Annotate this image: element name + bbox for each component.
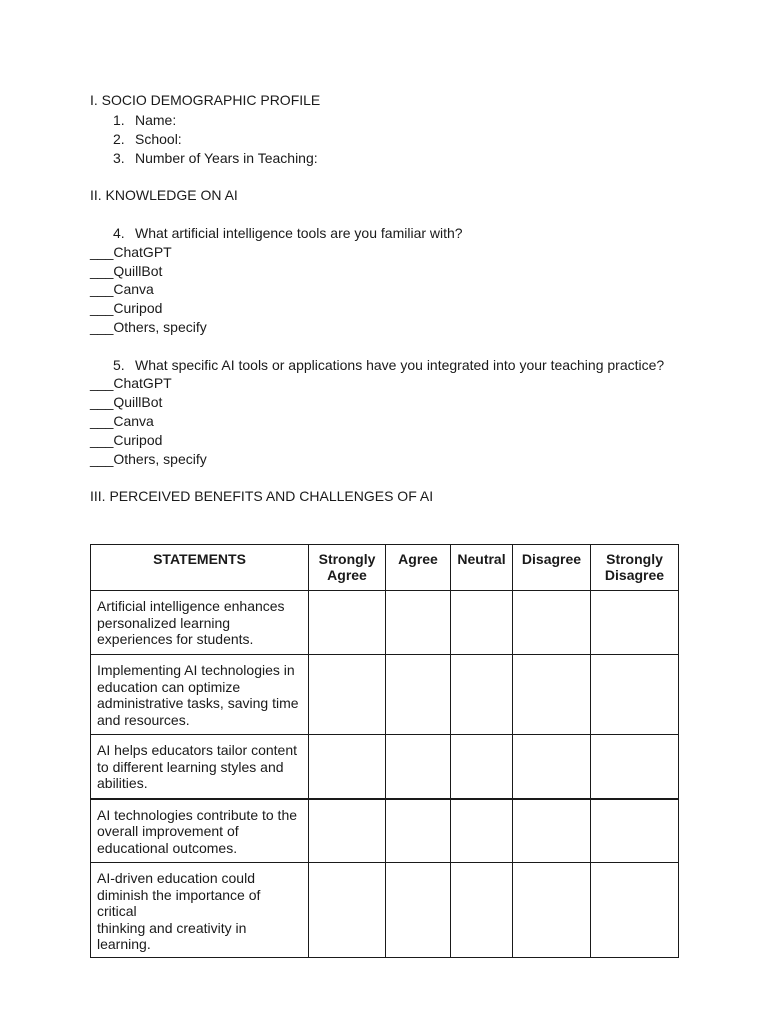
rating-cell-disagree[interactable] [513, 863, 591, 958]
q5-option-chatgpt[interactable]: ___ChatGPT [90, 375, 172, 391]
rating-cell-disagree[interactable] [513, 655, 591, 735]
header-agree: Agree [386, 545, 451, 591]
question-4 [113, 224, 463, 242]
header-strongly-agree: Strongly Agree [309, 545, 386, 591]
list-number: 2. [113, 131, 125, 147]
list-item-years-teaching [113, 149, 318, 167]
rating-cell-strongly-agree[interactable] [309, 735, 386, 799]
rating-cell-neutral[interactable] [451, 735, 513, 799]
rating-cell-agree[interactable] [386, 799, 451, 863]
section-1-heading: I. SOCIO DEMOGRAPHIC PROFILE [90, 92, 321, 108]
header-statements: STATEMENTS [91, 545, 309, 591]
question-5 [113, 356, 664, 374]
statement-cell: AI technologies contribute to the overall improvement of educational outcomes. [91, 799, 309, 863]
q4-option-canva[interactable]: ___Canva [90, 281, 154, 297]
rating-cell-strongly-disagree[interactable] [591, 863, 679, 958]
list-label: School: [135, 131, 182, 147]
statement-cell: AI helps educators tailor content to different learning styles and abilities. [91, 735, 309, 799]
section-3-heading: III. PERCEIVED BENEFITS AND CHALLENGES OF AI [90, 488, 434, 504]
q5-option-canva[interactable]: ___Canva [90, 413, 154, 429]
rating-cell-strongly-disagree[interactable] [591, 799, 679, 863]
header-strongly-disagree: Strongly Disagree [591, 545, 679, 591]
rating-cell-neutral[interactable] [451, 591, 513, 655]
statement-cell: Implementing AI technologies in education can optimize administrative tasks, saving time and resources. [91, 655, 309, 735]
question-text: What specific AI tools or applications have you integrated into your teaching practice? [135, 357, 665, 373]
table-row [91, 799, 679, 863]
question-text: What artificial intelligence tools are you familiar with? [135, 225, 463, 241]
rating-cell-strongly-agree[interactable] [309, 591, 386, 655]
statement-cell: Artificial intelligence enhances personalized learning experiences for students. [91, 591, 309, 655]
list-label: Number of Years in Teaching: [135, 150, 318, 166]
q4-option-curipod[interactable]: ___Curipod [90, 300, 163, 316]
header-disagree: Disagree [513, 545, 591, 591]
table-row [91, 591, 679, 655]
section-2-heading: II. KNOWLEDGE ON AI [90, 187, 238, 203]
rating-cell-agree[interactable] [386, 655, 451, 735]
list-item-school [113, 130, 182, 148]
q5-option-others[interactable]: ___Others, specify [90, 451, 207, 467]
rating-cell-disagree[interactable] [513, 591, 591, 655]
q5-option-curipod[interactable]: ___Curipod [90, 432, 163, 448]
rating-cell-neutral[interactable] [451, 863, 513, 958]
statement-cell: AI-driven education could diminish the importance of critical thinking and creativity in learning. [91, 863, 309, 958]
header-neutral: Neutral [451, 545, 513, 591]
rating-cell-strongly-disagree[interactable] [591, 591, 679, 655]
table-row [91, 735, 679, 799]
table-row [91, 863, 679, 958]
list-item-name [113, 111, 176, 129]
rating-cell-strongly-agree[interactable] [309, 863, 386, 958]
q4-option-quillbot[interactable]: ___QuillBot [90, 263, 163, 279]
table-row [91, 655, 679, 735]
likert-table [90, 544, 679, 958]
rating-cell-strongly-disagree[interactable] [591, 655, 679, 735]
q5-option-quillbot[interactable]: ___QuillBot [90, 394, 163, 410]
list-number: 1. [113, 112, 125, 128]
rating-cell-strongly-agree[interactable] [309, 799, 386, 863]
list-number: 3. [113, 150, 125, 166]
rating-cell-disagree[interactable] [513, 735, 591, 799]
rating-cell-strongly-agree[interactable] [309, 655, 386, 735]
rating-cell-agree[interactable] [386, 863, 451, 958]
table-header-row [91, 545, 679, 591]
rating-cell-disagree[interactable] [513, 799, 591, 863]
q4-option-others[interactable]: ___Others, specify [90, 319, 207, 335]
q4-option-chatgpt[interactable]: ___ChatGPT [90, 244, 172, 260]
rating-cell-neutral[interactable] [451, 655, 513, 735]
rating-cell-neutral[interactable] [451, 799, 513, 863]
question-number: 5. [113, 357, 125, 373]
list-label: Name: [135, 112, 177, 128]
rating-cell-strongly-disagree[interactable] [591, 735, 679, 799]
rating-cell-agree[interactable] [386, 591, 451, 655]
rating-cell-agree[interactable] [386, 735, 451, 799]
question-number: 4. [113, 225, 125, 241]
